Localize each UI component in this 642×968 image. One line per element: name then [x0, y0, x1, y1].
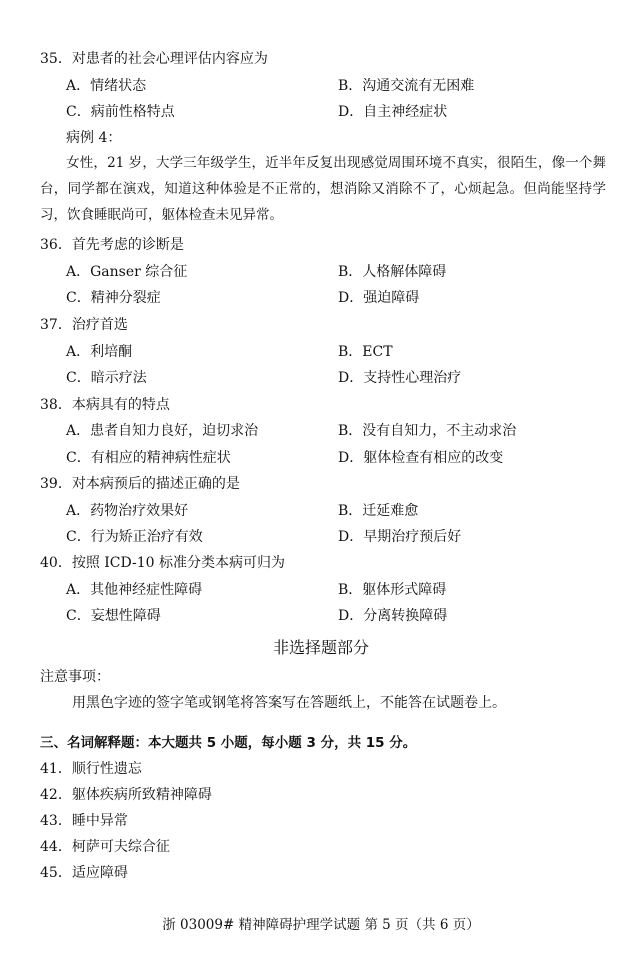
question-40-option-a: A．其他神经症性障碍 [66, 582, 203, 598]
part-three-heading: 三、名词解释题：本大题共 5 小题，每小题 3 分，共 15 分。 [40, 735, 417, 751]
question-37-option-c: C．暗示疗法 [66, 370, 147, 386]
question-35-option-d: D．自主神经症状 [338, 104, 448, 120]
question-35-stem: 35．对患者的社会心理评估内容应为 [40, 51, 268, 67]
case-title: 病例 4： [66, 130, 122, 146]
question-37-option-d: D．支持性心理治疗 [338, 370, 462, 386]
notice-body: 用黑色字迹的签字笔或钢笔将答案写在答题纸上，不能答在试题卷上。 [72, 695, 506, 711]
question-35-option-b: B．沟通交流有无困难 [338, 78, 475, 94]
question-37-stem: 37．治疗首选 [40, 317, 128, 333]
question-39-option-a: A．药物治疗效果好 [66, 503, 189, 519]
question-39-stem: 39．对本病预后的描述正确的是 [40, 476, 240, 492]
question-38-option-b: B．没有自知力，不主动求治 [338, 423, 517, 439]
question-36-option-d: D．强迫障碍 [338, 290, 420, 306]
question-38-option-d: D．躯体检查有相应的改变 [338, 450, 504, 466]
section-title: 非选择题部分 [272, 638, 369, 657]
question-39-option-c: C．行为矫正治疗有效 [66, 529, 203, 545]
question-44: 44．柯萨可夫综合征 [40, 839, 170, 855]
question-37-option-b: B．ECT [338, 344, 393, 360]
question-38-stem: 38．本病具有的特点 [40, 397, 170, 413]
question-36-stem: 36．首先考虑的诊断是 [40, 237, 184, 253]
case-description [40, 150, 606, 228]
question-42: 42．躯体疾病所致精神障碍 [40, 787, 212, 803]
question-36-option-c: C．精神分裂症 [66, 290, 161, 306]
question-36-option-a: A．Ganser 综合征 [66, 264, 188, 280]
question-39-option-d: D．早期治疗预后好 [338, 529, 462, 545]
question-39-option-b: B．迁延难愈 [338, 503, 419, 519]
question-36-option-b: B．人格解体障碍 [338, 264, 447, 280]
question-37-option-a: A．利培酮 [66, 344, 133, 360]
question-40-stem: 40．按照 ICD-10 标准分类本病可归为 [40, 555, 285, 571]
question-40-option-d: D．分离转换障碍 [338, 608, 448, 624]
question-40-option-b: B．躯体形式障碍 [338, 582, 447, 598]
question-38-option-c: C．有相应的精神病性症状 [66, 450, 231, 466]
question-43: 43．睡中异常 [40, 813, 128, 829]
question-41: 41．顺行性遗忘 [40, 761, 142, 777]
question-40-option-c: C．妄想性障碍 [66, 608, 161, 624]
page-footer: 浙 03009# 精神障碍护理学试题 第 5 页（共 6 页） [162, 917, 480, 933]
question-35-option-a: A．情绪状态 [66, 78, 147, 94]
question-45: 45．适应障碍 [40, 865, 128, 881]
case-description-text: 女性，21 岁，大学三年级学生，近半年反复出现感觉周围环境不真实，很陌生，像一个舞台，同学都在演戏，知道这种体验是不正常的，想消除又消除不了，心烦起急。但尚能坚持学习，饮食睡眠尚可，躯体检查未见异常。 [40, 155, 606, 223]
question-35-option-c: C．病前性格特点 [66, 104, 175, 120]
notice-heading: 注意事项： [40, 669, 110, 685]
question-38-option-a: A．患者自知力良好，迫切求治 [66, 423, 259, 439]
